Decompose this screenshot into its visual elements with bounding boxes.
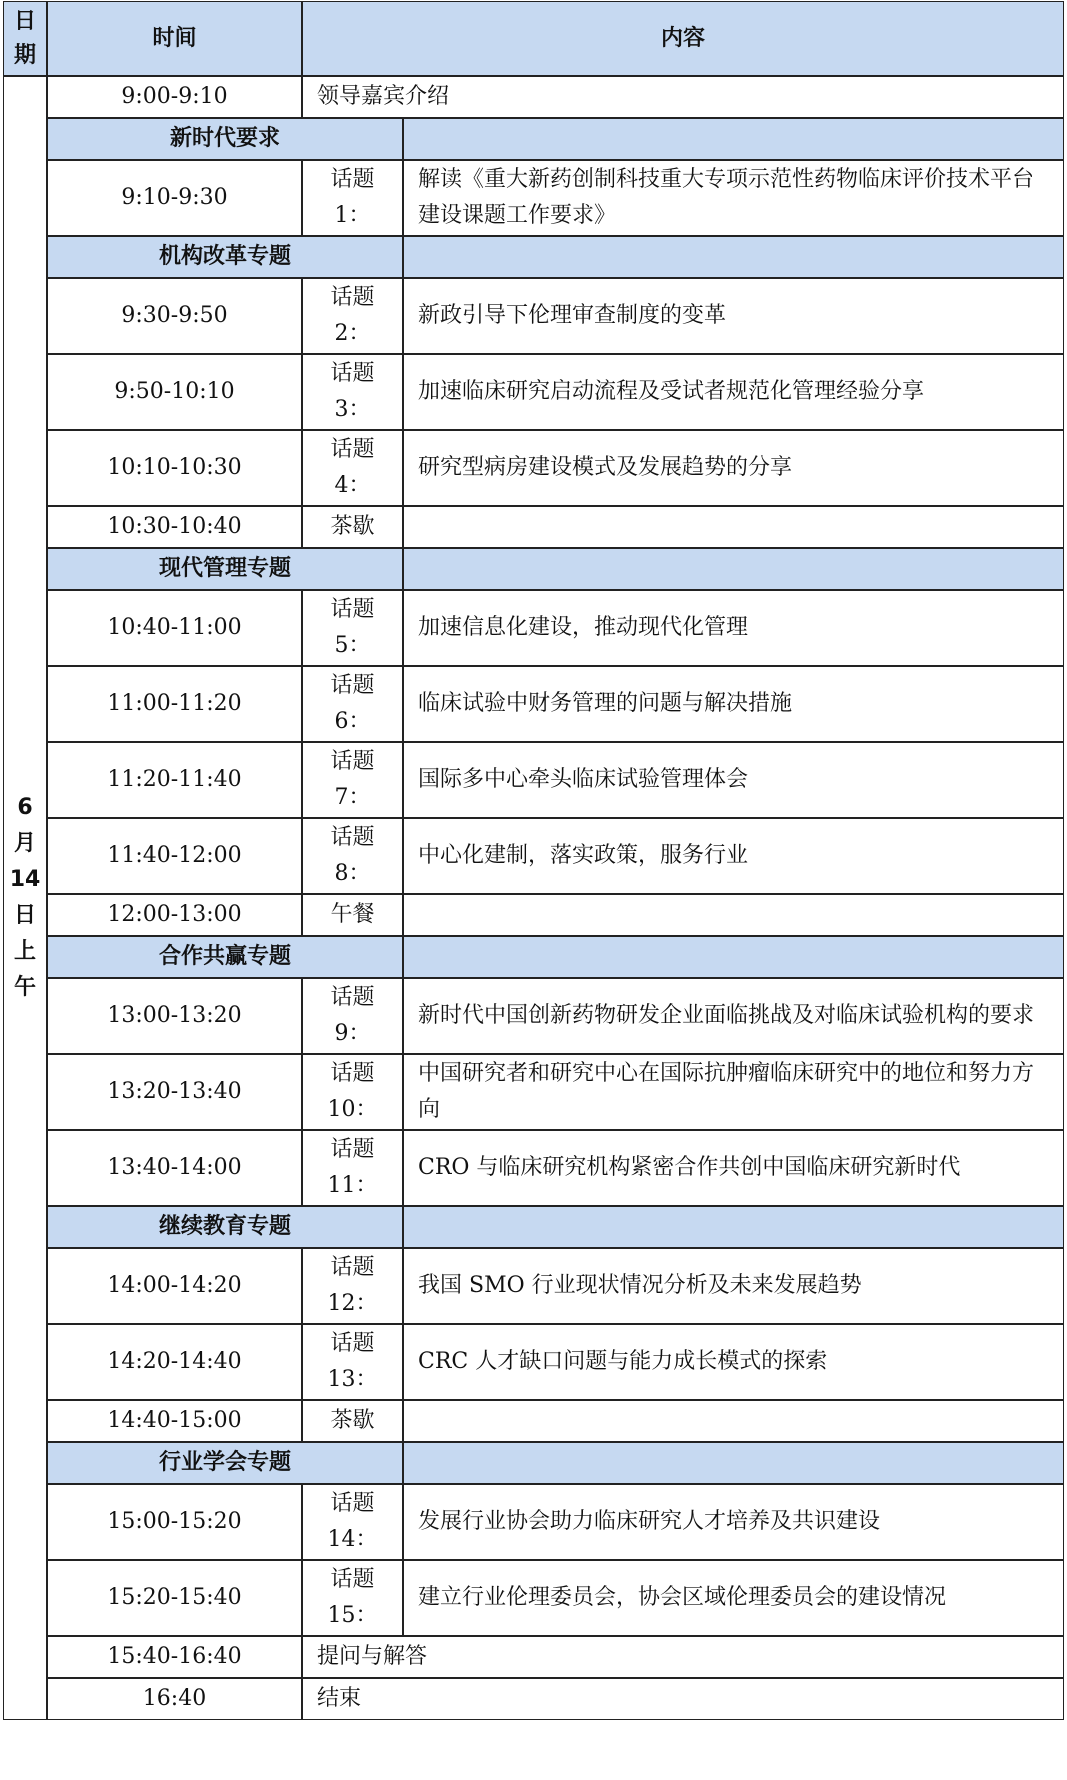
header-date xyxy=(3,1,47,76)
content-cell xyxy=(403,1484,1064,1560)
date-cell xyxy=(3,76,47,1720)
topic-label: 话题 xyxy=(330,167,375,192)
section-title: 行业学会专题 xyxy=(158,1450,291,1475)
topic-label: 话题 xyxy=(330,361,375,386)
content-text: 我国 SMO 行业现状情况分析及未来发展趋势 xyxy=(418,1273,862,1298)
content-text: CRC 人才缺口问题与能力成长模式的探索 xyxy=(418,1349,828,1374)
time-cell xyxy=(47,894,302,936)
section-header xyxy=(47,236,403,278)
time-label: 13:40-14:00 xyxy=(107,1155,242,1180)
topic-cell xyxy=(302,1560,403,1636)
content-text: 新政引导下伦理审查制度的变革 xyxy=(418,303,727,328)
topic-cell xyxy=(302,1324,403,1400)
content-cell xyxy=(403,1400,1064,1442)
time-cell xyxy=(47,160,302,236)
header-date-char: 期 xyxy=(13,42,36,68)
topic-cell xyxy=(302,894,403,936)
section-header-blank xyxy=(403,548,1064,590)
topic-label: 15： xyxy=(327,1603,378,1628)
topic-cell xyxy=(302,590,403,666)
time-label: 11:40-12:00 xyxy=(107,843,242,868)
content-text: 发展行业协会助力临床研究人才培养及共识建设 xyxy=(418,1509,881,1534)
topic-label: 3： xyxy=(334,397,371,422)
topic-label: 午餐 xyxy=(330,902,375,927)
content-cell xyxy=(403,430,1064,506)
section-title: 现代管理专题 xyxy=(158,556,291,581)
topic-label: 话题 xyxy=(330,1331,375,1356)
content-text: 提问与解答 xyxy=(317,1644,428,1669)
topic-cell xyxy=(302,1484,403,1560)
header-time-label: 时间 xyxy=(152,25,197,51)
topic-label: 10： xyxy=(327,1097,378,1122)
content-cell xyxy=(403,1130,1064,1206)
topic-label: 茶歇 xyxy=(330,514,375,539)
content-cell xyxy=(403,1560,1064,1636)
time-cell xyxy=(47,1636,302,1678)
time-label: 15:40-16:40 xyxy=(107,1644,242,1669)
section-header xyxy=(47,936,403,978)
content-text: 解读《重大新药创制科技重大专项示范性药物临床评价技术平台建设课题工作要求》 xyxy=(418,167,1035,228)
time-label: 15:20-15:40 xyxy=(107,1585,242,1610)
time-cell xyxy=(47,818,302,894)
section-header-blank xyxy=(403,1206,1064,1248)
time-label: 11:00-11:20 xyxy=(107,691,242,716)
content-text: 加速信息化建设，推动现代化管理 xyxy=(418,615,749,640)
time-label: 14:20-14:40 xyxy=(107,1349,242,1374)
time-label: 12:00-13:00 xyxy=(107,902,242,927)
section-header-blank xyxy=(403,118,1064,160)
time-cell xyxy=(47,1054,302,1130)
time-label: 9:00-9:10 xyxy=(121,84,228,109)
time-cell xyxy=(47,430,302,506)
topic-label: 茶歇 xyxy=(330,1408,375,1433)
topic-label: 话题 xyxy=(330,1137,375,1162)
date-char: 月 xyxy=(13,831,36,856)
topic-label: 1： xyxy=(334,203,371,228)
time-label: 14:00-14:20 xyxy=(107,1273,242,1298)
date-char: 14 xyxy=(9,867,41,892)
content-text: 国际多中心牵头临床试验管理体会 xyxy=(418,767,749,792)
topic-cell xyxy=(302,1400,403,1442)
section-title: 继续教育专题 xyxy=(158,1214,291,1239)
content-cell xyxy=(403,354,1064,430)
topic-label: 5： xyxy=(334,633,371,658)
content-cell xyxy=(302,76,1064,118)
content-cell xyxy=(403,278,1064,354)
section-header xyxy=(47,1442,403,1484)
topic-label: 话题 xyxy=(330,1061,375,1086)
time-cell xyxy=(47,76,302,118)
content-text: 临床试验中财务管理的问题与解决措施 xyxy=(418,691,793,716)
topic-label: 12： xyxy=(327,1291,378,1316)
section-title: 合作共赢专题 xyxy=(158,944,291,969)
content-cell xyxy=(403,1324,1064,1400)
time-label: 10:10-10:30 xyxy=(107,455,242,480)
time-label: 15:00-15:20 xyxy=(107,1509,242,1534)
topic-label: 话题 xyxy=(330,749,375,774)
content-cell xyxy=(302,1678,1064,1720)
time-cell xyxy=(47,1248,302,1324)
topic-cell xyxy=(302,666,403,742)
topic-cell xyxy=(302,978,403,1054)
time-cell xyxy=(47,278,302,354)
section-header xyxy=(47,118,403,160)
time-cell xyxy=(47,978,302,1054)
time-cell xyxy=(47,1560,302,1636)
topic-label: 14： xyxy=(327,1527,378,1552)
section-header xyxy=(47,548,403,590)
time-label: 9:30-9:50 xyxy=(121,303,228,328)
time-label: 14:40-15:00 xyxy=(107,1408,242,1433)
time-cell xyxy=(47,742,302,818)
time-label: 16:40 xyxy=(142,1686,207,1711)
time-label: 9:10-9:30 xyxy=(121,185,228,210)
content-cell xyxy=(403,506,1064,548)
content-text: CRO 与临床研究机构紧密合作共创中国临床研究新时代 xyxy=(418,1155,961,1180)
topic-label: 话题 xyxy=(330,285,375,310)
topic-cell xyxy=(302,818,403,894)
topic-cell xyxy=(302,1130,403,1206)
section-title: 机构改革专题 xyxy=(158,244,291,269)
time-cell xyxy=(47,1324,302,1400)
time-cell xyxy=(47,1678,302,1720)
section-header xyxy=(47,1206,403,1248)
content-text: 领导嘉宾介绍 xyxy=(317,84,450,109)
time-cell xyxy=(47,666,302,742)
agenda-table xyxy=(3,1,1064,1778)
section-title: 新时代要求 xyxy=(169,126,280,151)
content-cell xyxy=(403,666,1064,742)
header-content-label: 内容 xyxy=(660,25,705,51)
topic-label: 6： xyxy=(334,709,371,734)
topic-cell xyxy=(302,1054,403,1130)
topic-label: 话题 xyxy=(330,673,375,698)
content-cell xyxy=(403,742,1064,818)
time-label: 13:00-13:20 xyxy=(107,1003,242,1028)
topic-cell xyxy=(302,430,403,506)
time-label: 10:30-10:40 xyxy=(107,514,242,539)
time-label: 10:40-11:00 xyxy=(107,615,242,640)
time-cell xyxy=(47,506,302,548)
content-text: 新时代中国创新药物研发企业面临挑战及对临床试验机构的要求 xyxy=(418,1003,1035,1028)
topic-label: 4： xyxy=(334,473,371,498)
topic-label: 话题 xyxy=(330,1255,375,1280)
section-header-blank xyxy=(403,236,1064,278)
content-cell xyxy=(403,590,1064,666)
topic-cell xyxy=(302,160,403,236)
header-date-char: 日 xyxy=(13,8,36,34)
section-header-blank xyxy=(403,1442,1064,1484)
content-cell xyxy=(403,1248,1064,1324)
topic-label: 话题 xyxy=(330,1491,375,1516)
content-cell xyxy=(403,160,1064,236)
topic-label: 话题 xyxy=(330,985,375,1010)
topic-label: 9： xyxy=(334,1021,371,1046)
content-cell xyxy=(302,1636,1064,1678)
content-text: 结束 xyxy=(317,1686,362,1711)
topic-label: 8： xyxy=(334,861,371,886)
topic-cell xyxy=(302,742,403,818)
date-char: 6 xyxy=(17,795,33,820)
date-char: 午 xyxy=(13,975,36,1000)
content-cell xyxy=(403,978,1064,1054)
header-time xyxy=(47,1,302,76)
topic-label: 话题 xyxy=(330,825,375,850)
time-label: 13:20-13:40 xyxy=(107,1079,242,1104)
topic-label: 话题 xyxy=(330,597,375,622)
topic-label: 话题 xyxy=(330,437,375,462)
header-content xyxy=(302,1,1064,76)
time-label: 9:50-10:10 xyxy=(114,379,235,404)
content-text: 研究型病房建设模式及发展趋势的分享 xyxy=(418,455,793,480)
content-text: 中国研究者和研究中心在国际抗肿瘤临床研究中的地位和努力方向 xyxy=(418,1061,1035,1122)
topic-cell xyxy=(302,506,403,548)
time-cell xyxy=(47,1400,302,1442)
topic-label: 7： xyxy=(334,785,371,810)
content-cell xyxy=(403,894,1064,936)
content-cell xyxy=(403,1054,1064,1130)
date-char: 日 xyxy=(13,903,36,928)
time-cell xyxy=(47,1130,302,1206)
content-text: 建立行业伦理委员会，协会区域伦理委员会的建设情况 xyxy=(418,1585,947,1610)
content-text: 加速临床研究启动流程及受试者规范化管理经验分享 xyxy=(418,379,925,404)
topic-label: 话题 xyxy=(330,1567,375,1592)
time-cell xyxy=(47,354,302,430)
topic-label: 13： xyxy=(327,1367,378,1392)
content-text: 中心化建制，落实政策，服务行业 xyxy=(418,843,749,868)
topic-label: 11： xyxy=(327,1173,378,1198)
topic-cell xyxy=(302,1248,403,1324)
topic-cell xyxy=(302,278,403,354)
time-cell xyxy=(47,590,302,666)
time-cell xyxy=(47,1484,302,1560)
topic-cell xyxy=(302,354,403,430)
section-header-blank xyxy=(403,936,1064,978)
date-char: 上 xyxy=(13,939,36,964)
topic-label: 2： xyxy=(334,321,371,346)
content-cell xyxy=(403,818,1064,894)
time-label: 11:20-11:40 xyxy=(107,767,242,792)
